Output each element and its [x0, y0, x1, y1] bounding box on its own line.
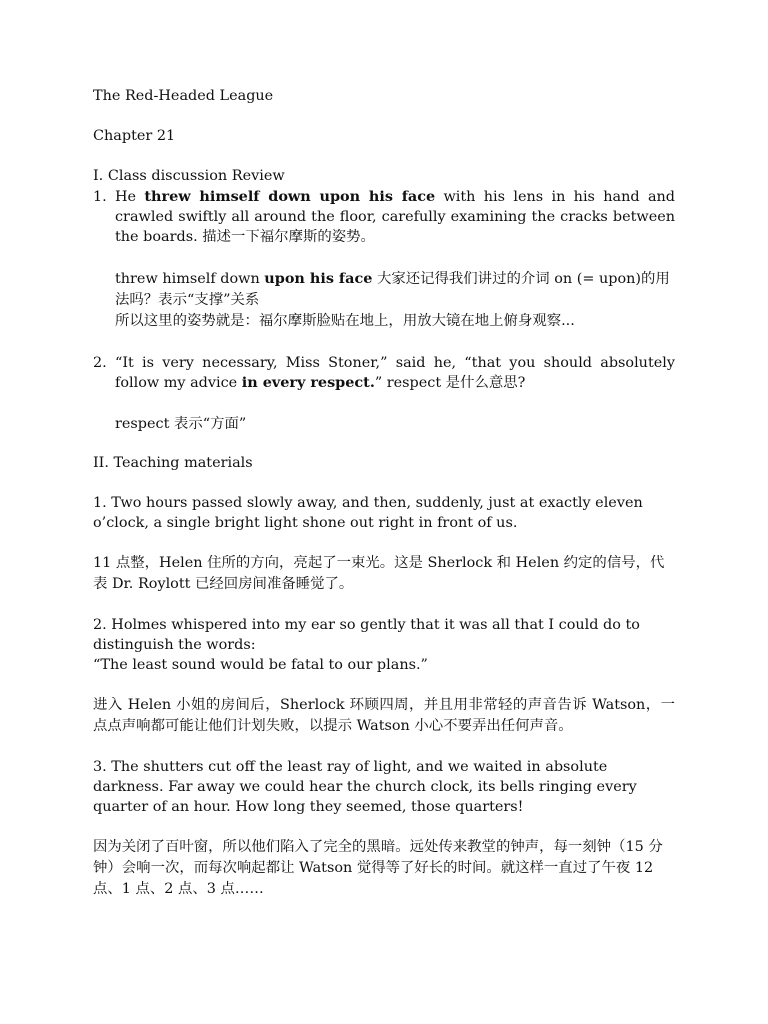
material-3-english: 3. The shutters cut off the least ray of light, and we waited in absolute darkness. Far away we could hear the church clock, its bells ringing every quarter of an hour. How long they seemed, those quarters! [93, 759, 637, 815]
bold-phrase: upon his face [264, 270, 373, 287]
review-item-1-note [115, 268, 675, 332]
item-number: 1. [93, 189, 107, 205]
material-3-chinese: 因为关闭了百叶窗，所以他们陷入了完全的黑暗。远处传来教堂的钟声，每一刻钟（15 分钟）会响一次，而每次响起都让 Watson 觉得等了好长的时间。就这样一直过了午夜 12 点、1 点、2 点、3 点…… [93, 839, 663, 897]
item-text: ” respect 是什么意思? [374, 375, 526, 391]
review-item-2 [93, 353, 675, 393]
material-1-chinese: 11 点整，Helen 住所的方向，亮起了一束光。这是 Sherlock 和 Helen 约定的信号，代表 Dr. Roylott 已经回房间准备睡觉了。 [93, 555, 665, 592]
bold-phrase: threw himself down upon his face [144, 188, 436, 205]
note-paragraph [115, 268, 675, 311]
review-item-1 [93, 187, 675, 247]
document-page [93, 86, 675, 900]
item-text: with his lens in his hand and crawled swiftly all around the floor, carefully examining the cracks between the boards. 描述一下福尔摩斯的姿势。 [115, 189, 676, 245]
item-text: “It is very necessary, Miss Stoner,” said he, “that you should absolutely follow my advice [115, 355, 675, 391]
bold-phrase: in every respect. [241, 374, 375, 391]
note-text: threw himself down [115, 271, 265, 287]
chapter-heading: Chapter 21 [93, 128, 176, 144]
review-item-2-text [115, 353, 675, 393]
review-item-2-note: respect 表示“方面” [115, 416, 247, 432]
document-title: The Red-Headed League [93, 88, 274, 104]
material-2-quote: “The least sound would be fatal to our plans.” [93, 657, 428, 673]
item-number: 2. [93, 355, 107, 371]
material-2-chinese: 进入 Helen 小姐的房间后，Sherlock 环顾四周，并且用非常轻的声音告诉 Watson，一点点声响都可能让他们计划失败，以提示 Watson 小心不要弄出任何声音。 [93, 697, 675, 734]
review-item-1-text [115, 187, 675, 247]
material-1-english: 1. Two hours passed slowly away, and then, suddenly, just at exactly eleven o’clock, a single bright light shone out right in front of us. [93, 495, 643, 531]
material-2-english: 2. Holmes whispered into my ear so gently that it was all that I could do to distinguish the words: [93, 617, 640, 653]
note-text: 大家还记得我们讲过的介词 on (= upon)的用法吗？表示“支撑”关系 [115, 271, 670, 308]
item-text: He [115, 189, 145, 205]
section-heading-materials: II. Teaching materials [93, 455, 253, 471]
note-paragraph: 所以这里的姿势就是：福尔摩斯脸贴在地上，用放大镜在地上俯身观察... [115, 313, 575, 329]
section-heading-review: I. Class discussion Review [93, 168, 285, 184]
